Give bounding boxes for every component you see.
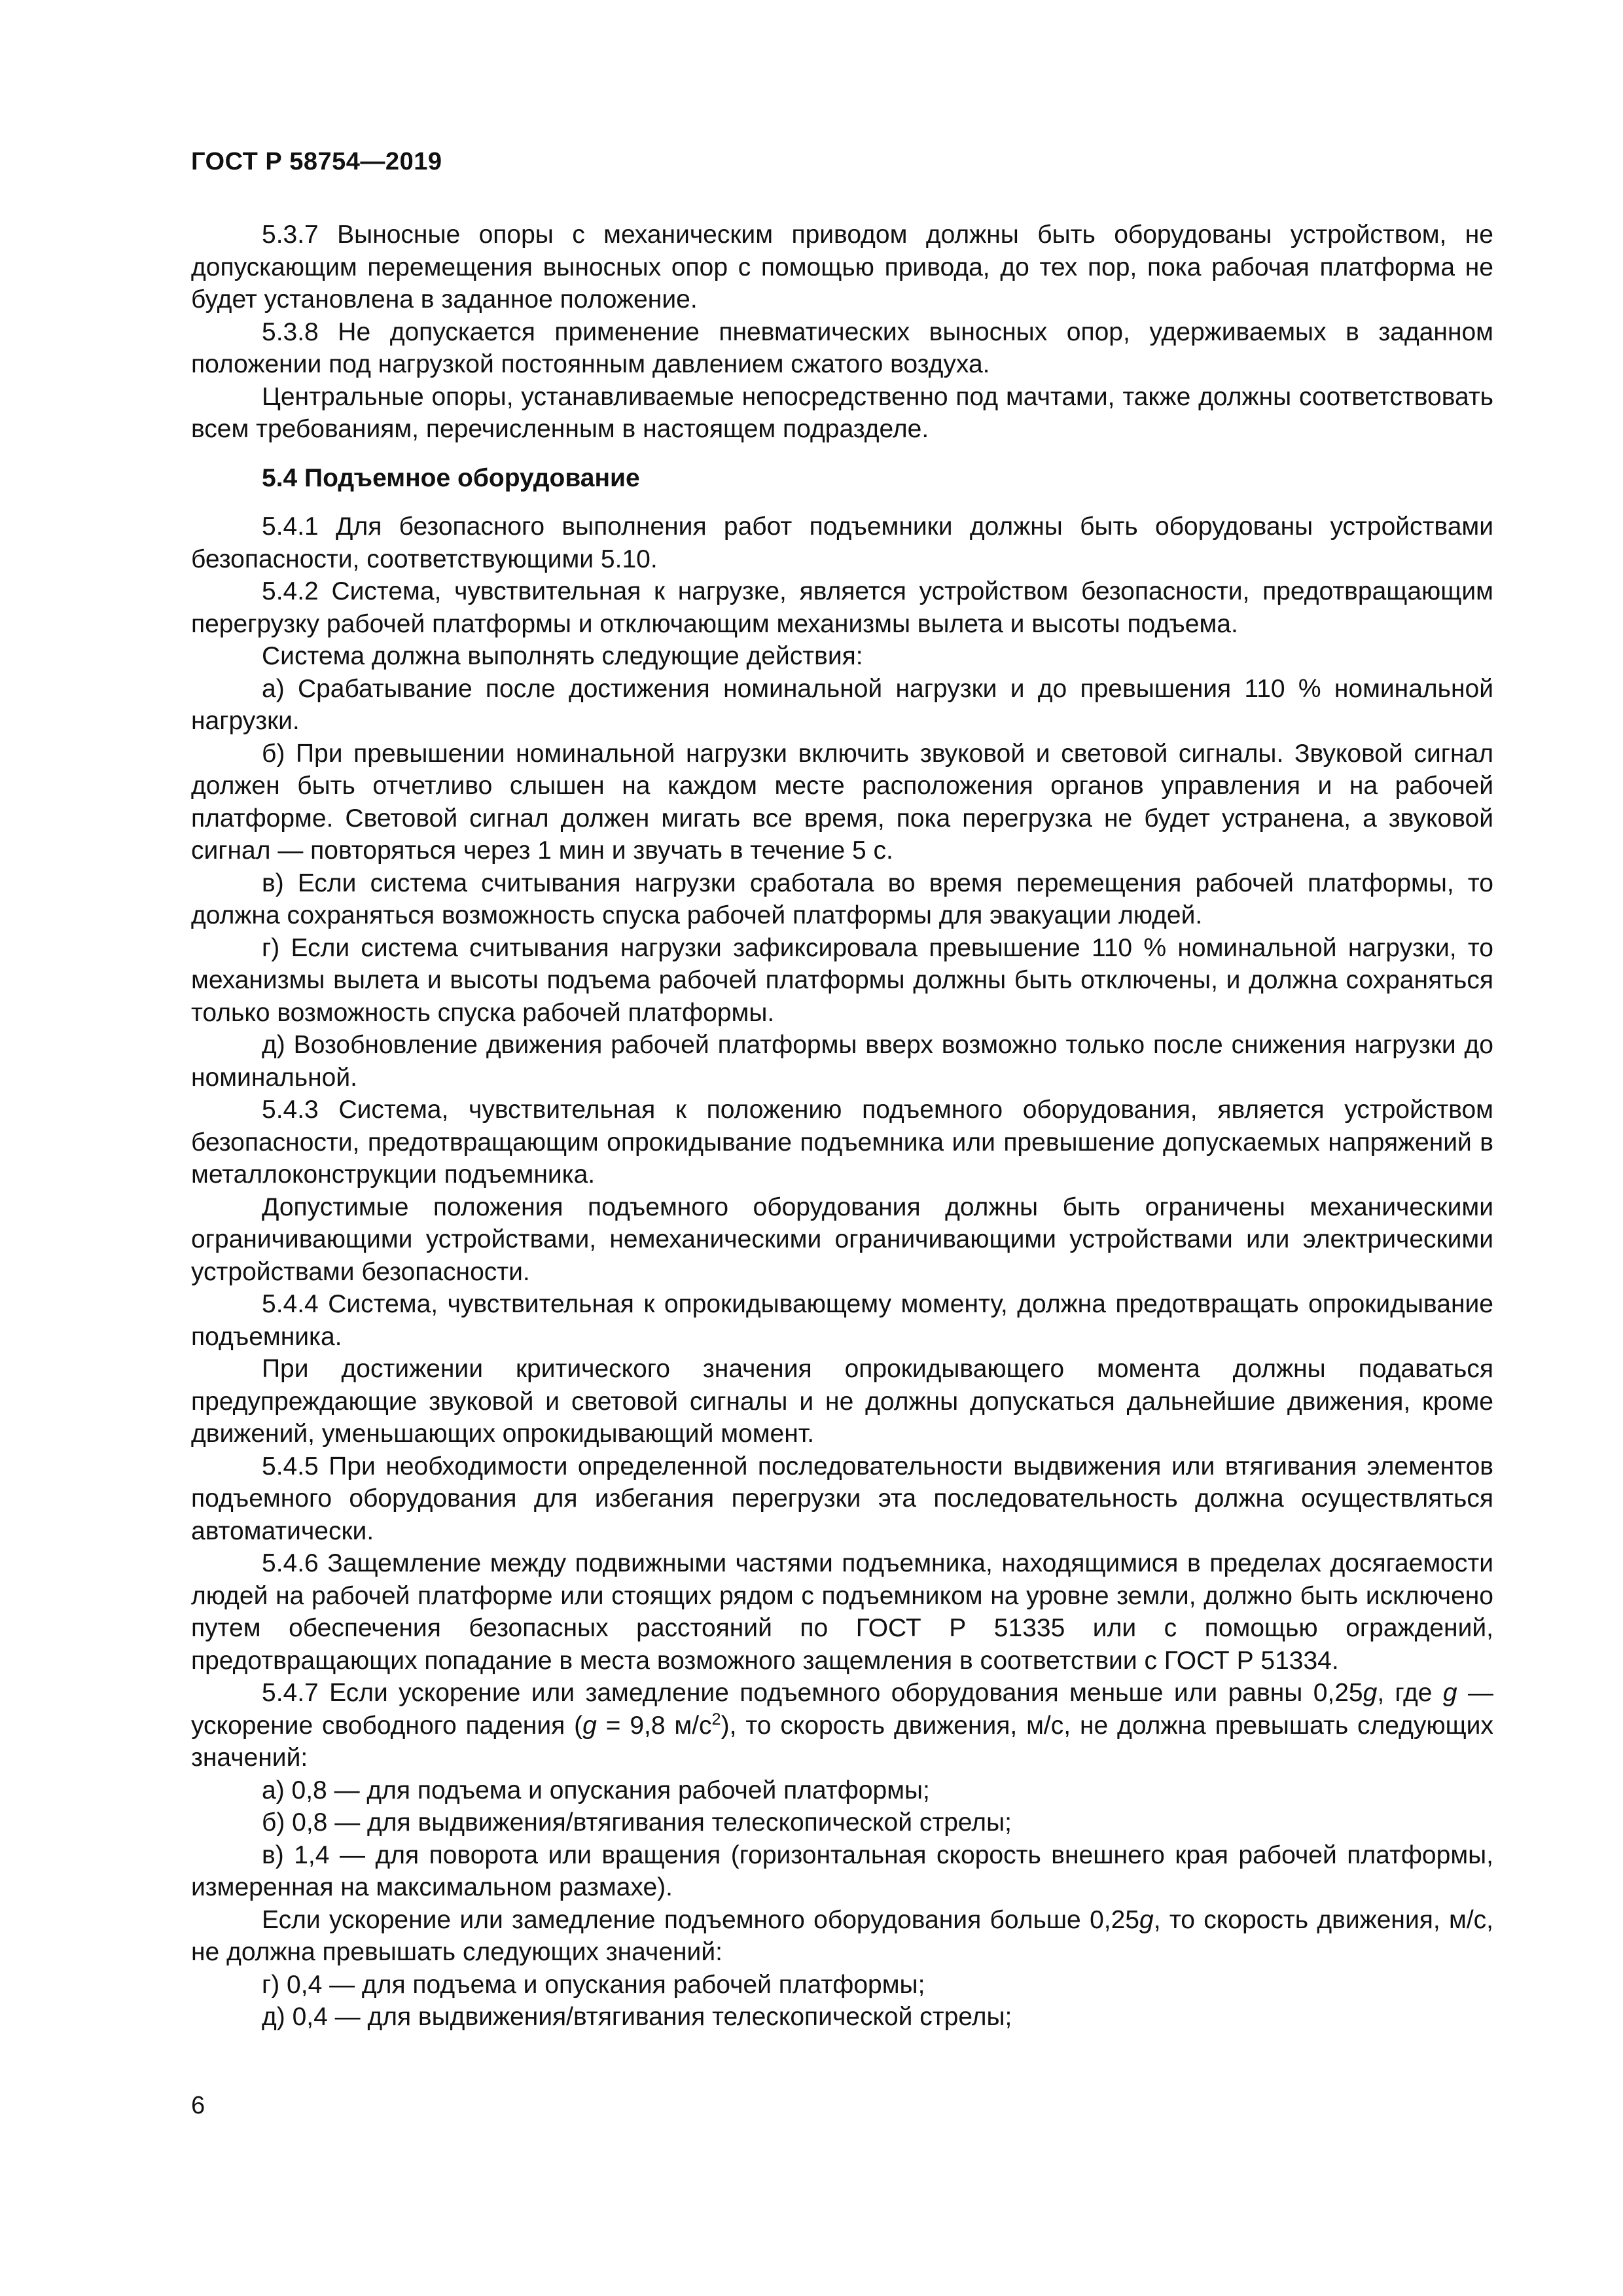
list-item-g: г) Если система считывания нагрузки зафиксировала превышение 110 % номинальной нагрузки, то механизмы вылета и высоты подъема рабочей платформы должны быть отключены, и должна сохраняться только возможность спуска рабочей платформы. xyxy=(191,933,1493,1027)
superscript-2: 2 xyxy=(711,1710,721,1729)
paragraph-acceleration-over xyxy=(191,1904,1493,1969)
speed-list-item-g: г) 0,4 — для подъема и опускания рабочей платформы; xyxy=(262,1970,925,1999)
symbol-g: g xyxy=(1442,1679,1457,1707)
list-item-v: в) Если система считывания нагрузки сработала во время перемещения рабочей платформы, то должна сохраняться возможность спуска рабочей платформы для эвакуации людей. xyxy=(191,869,1493,929)
symbol-g: g xyxy=(1139,1905,1154,1934)
symbol-g: g xyxy=(582,1711,597,1740)
list-item-b: б) При превышении номинальной нагрузки включить звуковой и световой сигналы. Звуковой сигнал должен быть отчетливо слышен на каждом месте расположения органов управления и на рабочей платформе. Световой сигнал должен мигать все время, пока перегрузка не будет устранена, а звуковой сигнал — повторяться через 1 мин и звучать в течение 5 с. xyxy=(191,739,1493,865)
paragraph-system-actions: Система должна выполнять следующие действия: xyxy=(262,642,863,670)
list-item-d: д) Возобновление движения рабочей платформы вверх возможно только после снижения нагрузки до номинальной. xyxy=(191,1031,1493,1092)
symbol-g: g xyxy=(1363,1679,1378,1707)
paragraph-allowed-positions: Допустимые положения подъемного оборудования должны быть ограничены механическими ограничивающими устройствами, немеханическими ограничивающими устройствами или электрическими устройствами безопасности. xyxy=(191,1193,1493,1286)
paragraph-5-3-7: 5.3.7 Выносные опоры с механическим приводом должны быть оборудованы устройством, не допускающим перемещения выносных опор с помощью привода, до тех пор, пока рабочая платформа не будет установлена в заданное положение. xyxy=(191,221,1493,314)
list-item-a: а) Срабатывание после достижения номинальной нагрузки и до превышения 110 % номинальной нагрузки. xyxy=(191,674,1493,735)
page-number: 6 xyxy=(191,2092,205,2119)
speed-list-item-v: в) 1,4 — для поворота или вращения (горизонтальная скорость внешнего края рабочей платформы, измеренная на максимальном размахе). xyxy=(191,1840,1493,1901)
text-run: = 9,8 м/с xyxy=(596,1711,712,1740)
text-run: ), то скорость движения, м/с, не должна превышать следующих значений: xyxy=(191,1711,1493,1772)
text-run: , то скорость движения, м/с, не должна превышать следующих значений: xyxy=(191,1905,1493,1966)
document-code-header: ГОСТ Р 58754—2019 xyxy=(191,148,442,175)
paragraph-5-4-3: 5.4.3 Система, чувствительная к положению подъемного оборудования, является устройством безопасности, предотвращающим опрокидывание подъемника или превышение допускаемых напряжений в металлоконструкции подъемника. xyxy=(191,1096,1493,1189)
paragraph-5-4-4: 5.4.4 Система, чувствительная к опрокидывающему моменту, должна предотвращать опрокидывание подъемника. xyxy=(191,1290,1493,1351)
paragraph-5-3-8: 5.3.8 Не допускается применение пневматических выносных опор, удерживаемых в заданном положении под нагрузкой постоянным давлением сжатого воздуха. xyxy=(191,317,1493,378)
text-run: — ускорение свободного падения ( xyxy=(191,1679,1493,1740)
speed-list-item-b: б) 0,8 — для выдвижения/втягивания телескопической стрелы; xyxy=(262,1808,1012,1837)
paragraph-5-4-6: 5.4.6 Защемление между подвижными частями подъемника, находящимися в пределах досягаемости людей на рабочей платформе или стоящих рядом с подъемником на уровне земли, должно быть исключено путем обеспечения безопасных расстояний по ГОСТ Р 51335 или с помощью ограждений, предотвращающих попадание в места возможного защемления в соответствии с ГОСТ Р 51334. xyxy=(191,1549,1493,1675)
paragraph-central-supports: Центральные опоры, устанавливаемые непосредственно под мачтами, также должны соответствовать всем требованиям, перечисленным в настоящем подразделе. xyxy=(191,382,1493,443)
paragraph-5-4-1: 5.4.1 Для безопасного выполнения работ подъемники должны быть оборудованы устройствами безопасности, соответствующими 5.10. xyxy=(191,512,1493,573)
document-body xyxy=(191,219,1493,2034)
paragraph-5-4-2: 5.4.2 Система, чувствительная к нагрузке, является устройством безопасности, предотвращающим перегрузку рабочей платформы и отключающим механизмы вылета и высоты подъема. xyxy=(191,577,1493,638)
section-heading-5-4: 5.4 Подъемное оборудование xyxy=(262,463,640,492)
speed-list-item-d: д) 0,4 — для выдвижения/втягивания телескопической стрелы; xyxy=(262,2003,1012,2031)
text-run: Если ускорение или замедление подъемного оборудования больше 0,25 xyxy=(262,1905,1139,1934)
paragraph-critical-moment: При достижении критического значения опрокидывающего момента должны подаваться предупреждающие звуковой и световой сигналы и не должны допускаться дальнейшие движения, кроме движений, уменьшающих опрокидывающий момент. xyxy=(191,1355,1493,1448)
text-run: , где xyxy=(1377,1679,1443,1707)
paragraph-5-4-7 xyxy=(191,1677,1493,1774)
text-run: 5.4.7 Если ускорение или замедление подъемного оборудования меньше или равны 0,25 xyxy=(262,1679,1363,1707)
paragraph-5-4-5: 5.4.5 При необходимости определенной последовательности выдвижения или втягивания элементов подъемного оборудования для избегания перегрузки эта последовательность должна осуществляться автоматически. xyxy=(191,1452,1493,1545)
speed-list-item-a: а) 0,8 — для подъема и опускания рабочей платформы; xyxy=(262,1776,930,1804)
